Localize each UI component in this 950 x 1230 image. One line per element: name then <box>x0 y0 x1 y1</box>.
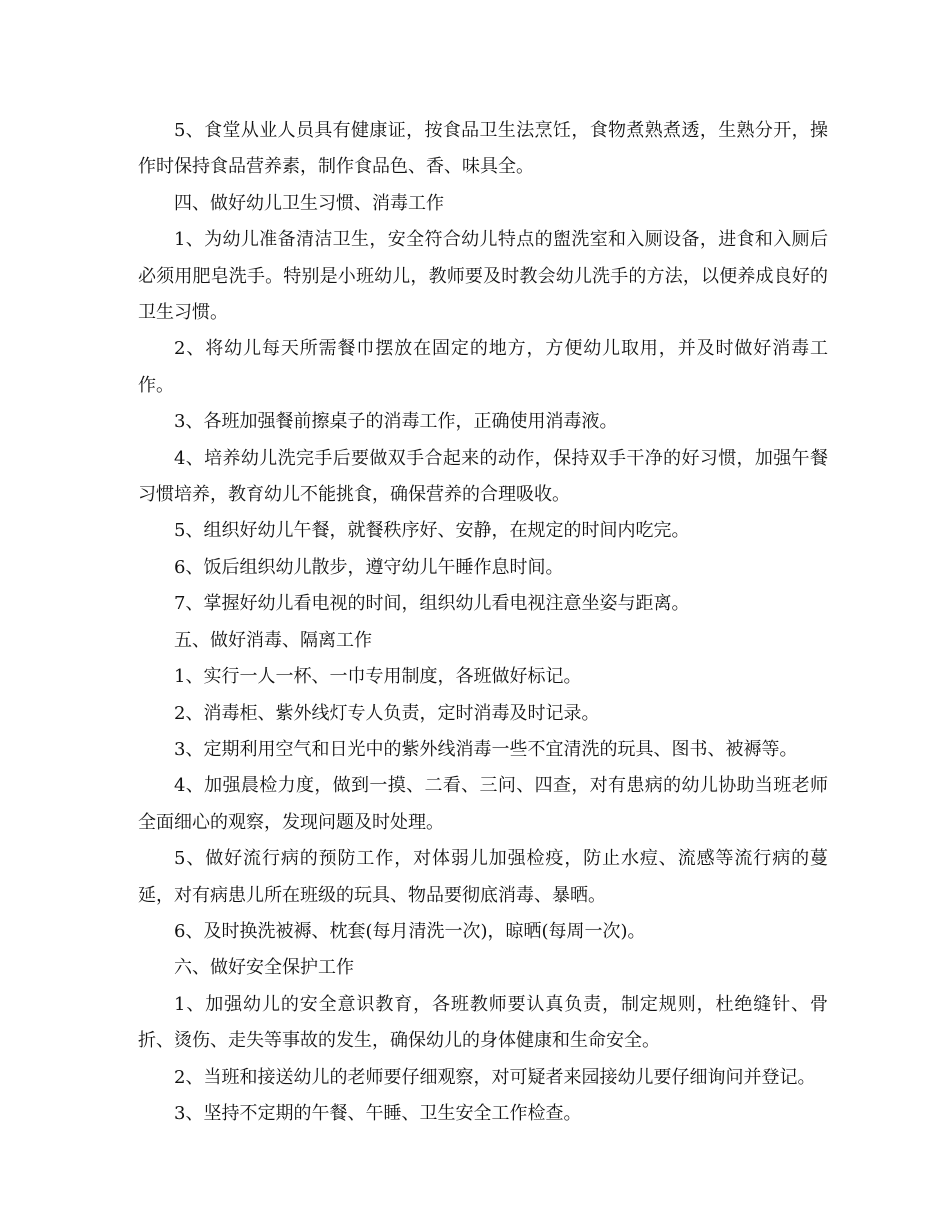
paragraph-morning-check: 4、加强晨检力度，做到一摸、二看、三问、四查，对有患病的幼儿协助当班老师全面细心的观察，发现问题及时处理。 <box>138 775 828 833</box>
paragraph-washroom: 1、为幼儿准备清洁卫生，安全符合幼儿特点的盥洗室和入厕设备，进食和入厕后必须用肥皂洗手。特别是小班幼儿，教师要及时教会幼儿洗手的方法，以便养成良好的卫生习惯。 <box>138 229 828 324</box>
paragraph-lunch: 5、组织好幼儿午餐，就餐秩序好、安静，在规定的时间内吃完。 <box>174 520 690 542</box>
section-heading-hygiene: 四、做好幼儿卫生习惯、消毒工作 <box>174 192 444 214</box>
paragraph-handwashing-habits: 4、培养幼儿洗完手后要做双手合起来的动作，保持双手干净的好习惯，加强午餐习惯培养，教育幼儿不能挑食，确保营养的合理吸收。 <box>138 447 828 506</box>
paragraph-napkins: 2、将幼儿每天所需餐巾摆放在固定的地方，方便幼儿取用，并及时做好消毒工作。 <box>138 338 828 396</box>
paragraph-canteen-staff: 5、食堂从业人员具有健康证，按食品卫生法烹饪，食物煮熟煮透，生熟分开，操作时保持食品营养素，制作食品色、香、味具全。 <box>138 120 828 178</box>
document-body <box>138 113 828 1132</box>
paragraph-pickup-check: 2、当班和接送幼儿的老师要仔细观察，对可疑者来园接幼儿要仔细询问并登记。 <box>174 1066 816 1088</box>
paragraph-bedding: 6、及时换洗被褥、枕套(每月清洗一次)，晾晒(每周一次)。 <box>174 920 646 942</box>
paragraph-walk-nap: 6、饭后组织幼儿散步，遵守幼儿午睡作息时间。 <box>174 556 564 578</box>
paragraph-table-cleaning: 3、各班加强餐前擦桌子的消毒工作，正确使用消毒液。 <box>174 411 618 433</box>
paragraph-personal-cups: 1、实行一人一杯、一巾专用制度，各班做好标记。 <box>174 666 582 688</box>
paragraph-tv-time: 7、掌握好幼儿看电视的时间，组织幼儿看电视注意坐姿与距离。 <box>174 593 690 615</box>
section-heading-safety: 六、做好安全保护工作 <box>174 957 354 979</box>
paragraph-uv-lamp: 2、消毒柜、紫外线灯专人负责，定时消毒及时记录。 <box>174 702 600 724</box>
paragraph-sunlight-disinfection: 3、定期利用空气和日光中的紫外线消毒一些不宜清洗的玩具、图书、被褥等。 <box>174 738 798 760</box>
paragraph-inspection: 3、坚持不定期的午餐、午睡、卫生安全工作检查。 <box>174 1102 582 1124</box>
paragraph-safety-education: 1、加强幼儿的安全意识教育，各班教师要认真负责，制定规则，杜绝缝针、骨折、烫伤、走失等事故的发生，确保幼儿的身体健康和生命安全。 <box>138 993 828 1052</box>
section-heading-disinfection: 五、做好消毒、隔离工作 <box>174 629 372 651</box>
paragraph-epidemic-prevention: 5、做好流行病的预防工作，对体弱儿加强检疫，防止水痘、流感等流行病的蔓延，对有病患儿所在班级的玩具、物品要彻底消毒、暴晒。 <box>138 848 828 906</box>
